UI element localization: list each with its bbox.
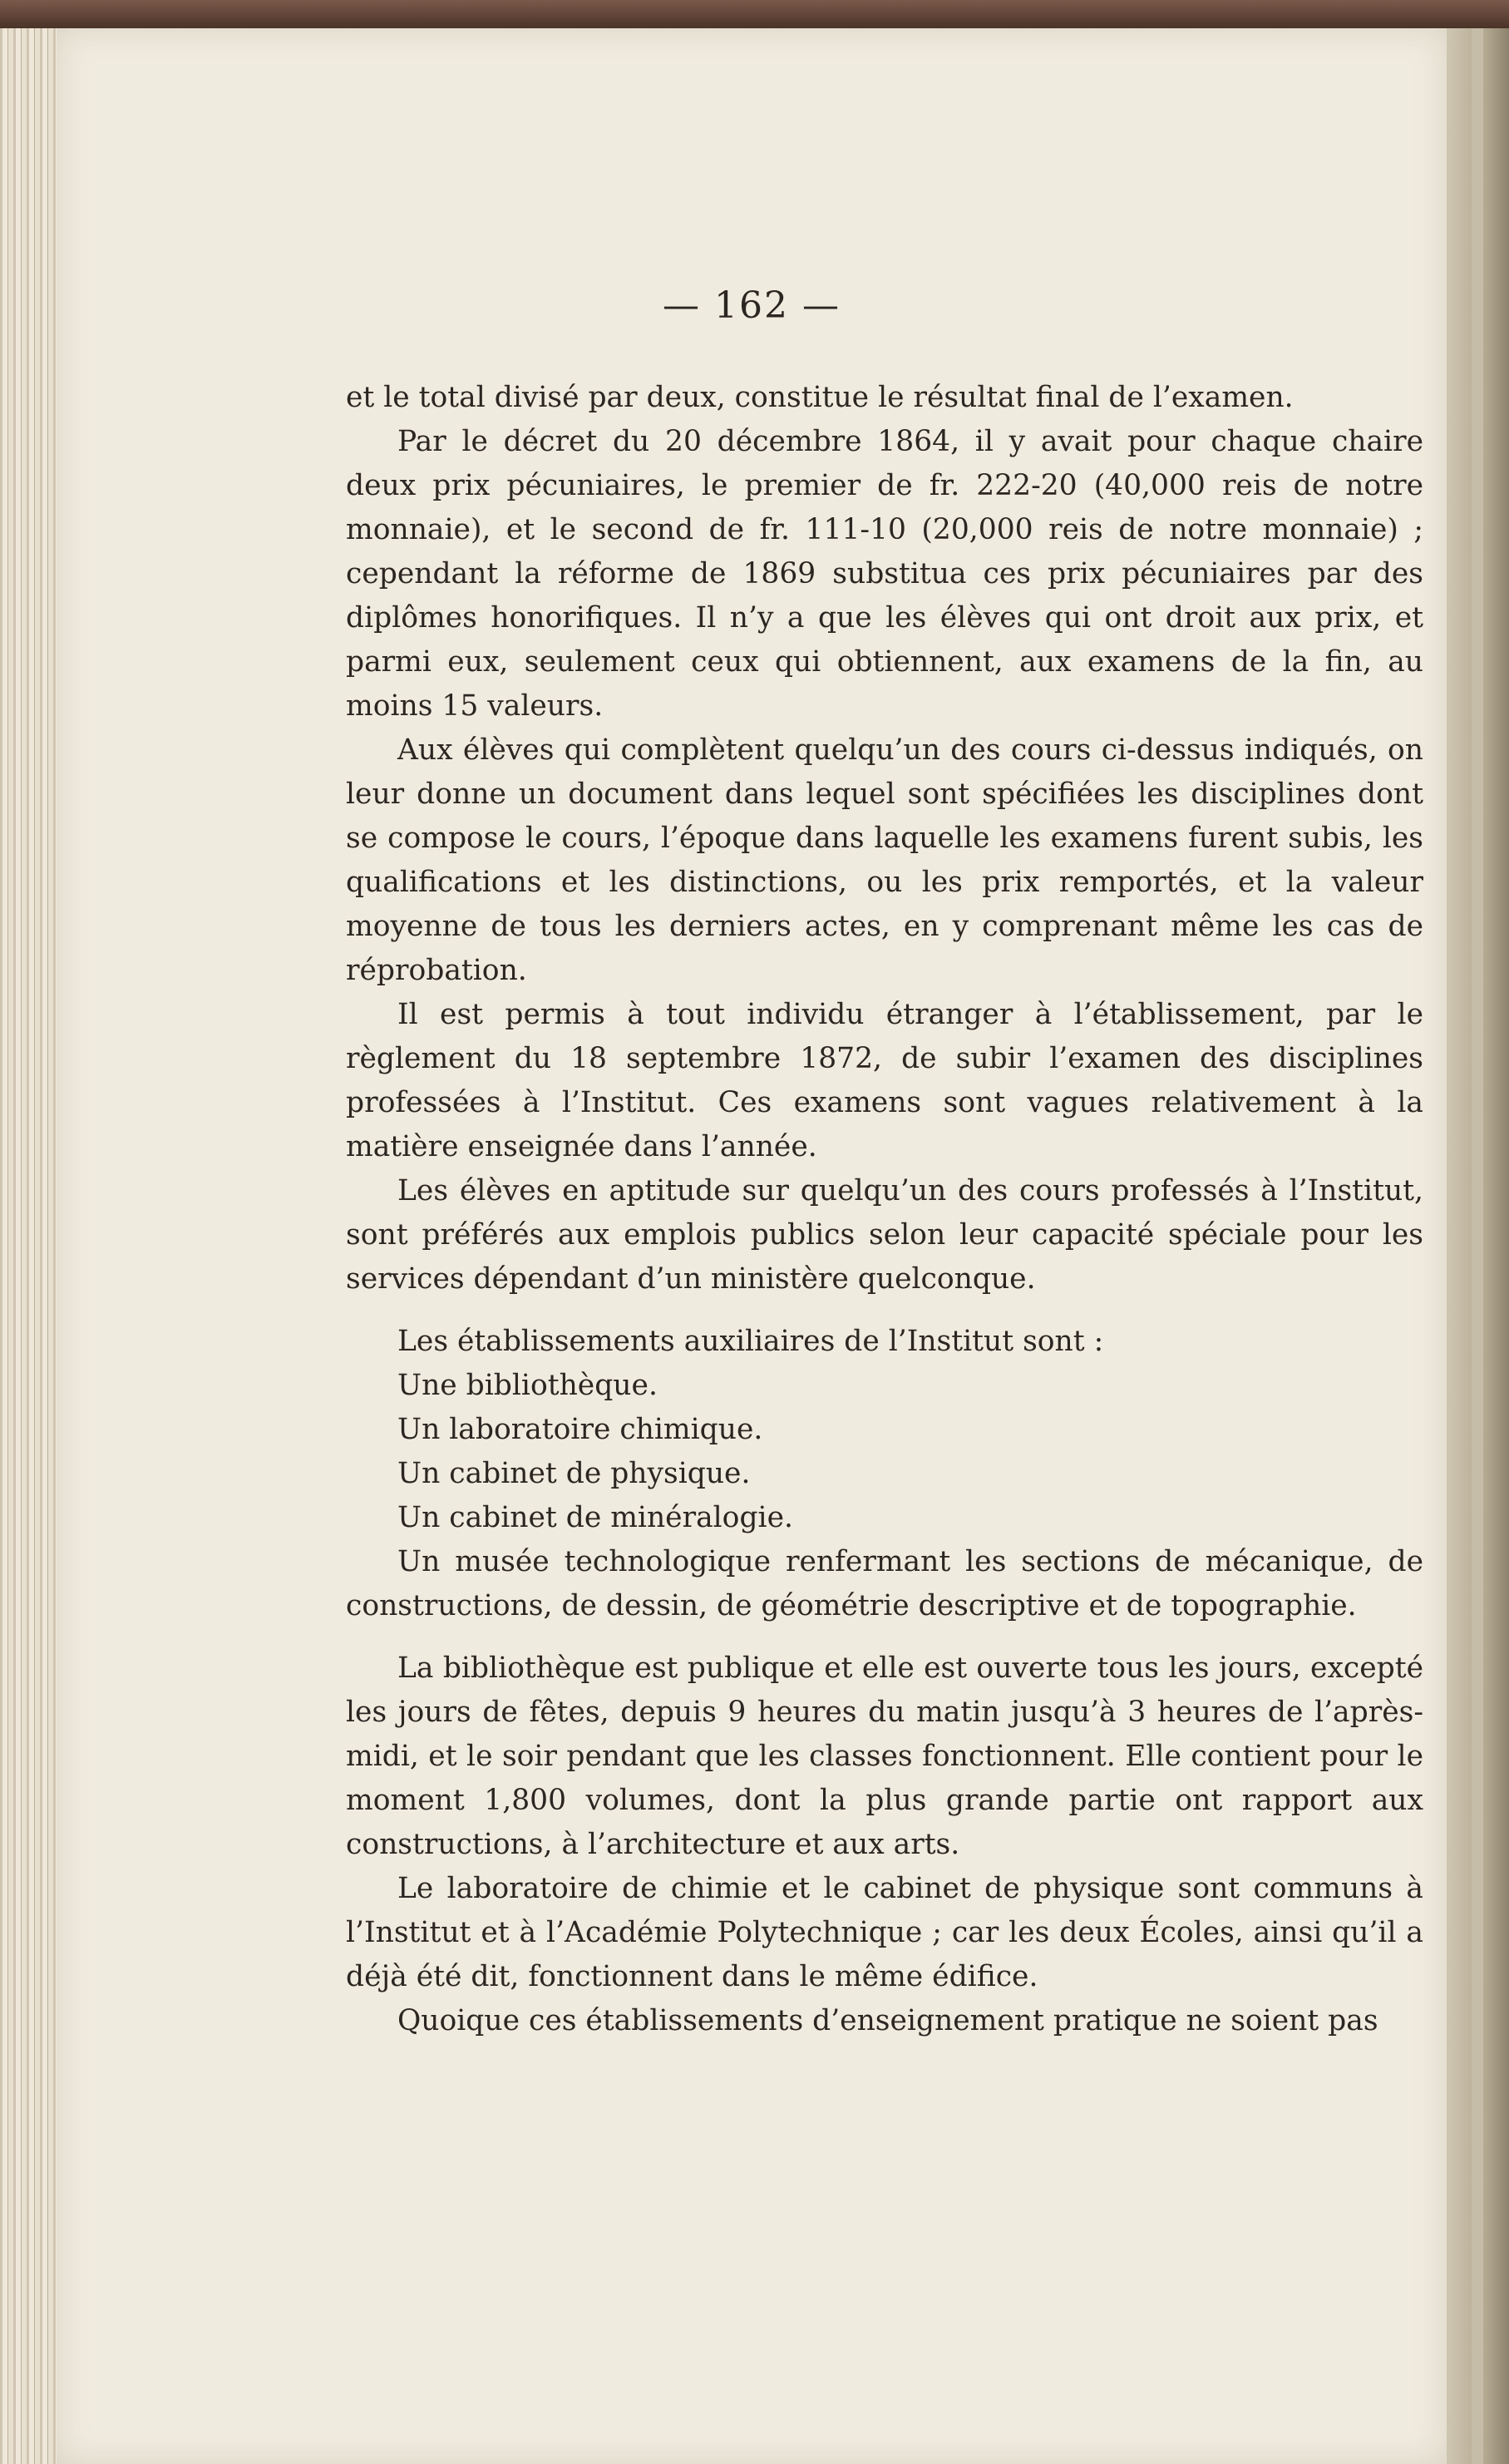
paragraph: La bibliothèque est publique et elle est ouverte tous les jours, excepté les jours de fêtes, depuis 9 heures du matin jusqu’à 3 heures de l’après-midi, et le soir pendant que les classes fonctionnent. Elle contient pour le moment 1,800 volumes, dont la plus grande partie ont rapport aux constructions, à l’architecture et aux arts.: [346, 1652, 1423, 1861]
book-page: [57, 28, 1447, 2464]
section-gap: [346, 1301, 1423, 1320]
page-body: [346, 376, 1423, 2043]
book-top-edge: [0, 0, 1509, 28]
list-item: Une bibliothèque.: [397, 1369, 658, 1402]
paragraph: Les établissements auxiliaires de l’Institut sont :: [397, 1325, 1104, 1358]
paragraph: Les élèves en aptitude sur quelqu’un des cours professés à l’Institut, sont préférés aux emplois publics selon leur capacité spéciale pour les services dépendant d’un ministère quelconque.: [346, 1174, 1423, 1296]
paragraph: et le total divisé par deux, constitue le résultat final de l’examen.: [346, 381, 1294, 414]
list-item: Un musée technologique renfermant les sections de mécanique, de constructions, de dessin, de géométrie descriptive et de topographie.: [346, 1545, 1423, 1622]
paragraph: Le laboratoire de chimie et le cabinet de physique sont communs à l’Institut et à l’Académie Polytechnique ; car les deux Écoles, ainsi qu’il a déjà été dit, fonctionnent dans le même édifice.: [346, 1872, 1423, 1993]
paragraph: Par le décret du 20 décembre 1864, il y avait pour chaque chaire deux prix pécuniaires, le premier de fr. 222-20 (40,000 reis de notre monnaie), et le second de fr. 111-10 (20,000 reis de notre monnaie) ; cependant la réforme de 1869 substitua ces prix pécuniaires par des diplômes honorifiques. Il n’y a que les élèves qui ont droit aux prix, et parmi eux, seulement ceux qui obtiennent, aux examens de la fin, au moins 15 valeurs.: [346, 425, 1423, 723]
section-gap: [346, 1628, 1423, 1647]
paragraph: Quoique ces établissements d’enseignement pratique ne soient pas: [397, 2004, 1378, 2037]
page-number: — 162 —: [663, 284, 841, 327]
page-stack-left-edge: [0, 28, 57, 2464]
page-gutter-strip: [1472, 28, 1483, 2464]
paragraph: Il est permis à tout individu étranger à l’établissement, par le règlement du 18 septembre 1872, de subir l’examen des disciplines professées à l’Institut. Ces examens sont vagues relativement à la matière enseignée dans l’année.: [346, 998, 1423, 1163]
list-item: Un cabinet de physique.: [397, 1457, 751, 1490]
list-item: Un laboratoire chimique.: [397, 1413, 763, 1446]
list-item: Un cabinet de minéralogie.: [397, 1501, 793, 1534]
paragraph: Aux élèves qui complètent quelqu’un des cours ci-dessus indiqués, on leur donne un document dans lequel sont spécifiées les disciplines dont se compose le cours, l’époque dans laquelle les examens furent subis, les qualifications et les distinctions, ou les prix remportés, et la valeur moyenne de tous les derniers actes, en y comprenant même les cas de réprobation.: [346, 733, 1423, 987]
